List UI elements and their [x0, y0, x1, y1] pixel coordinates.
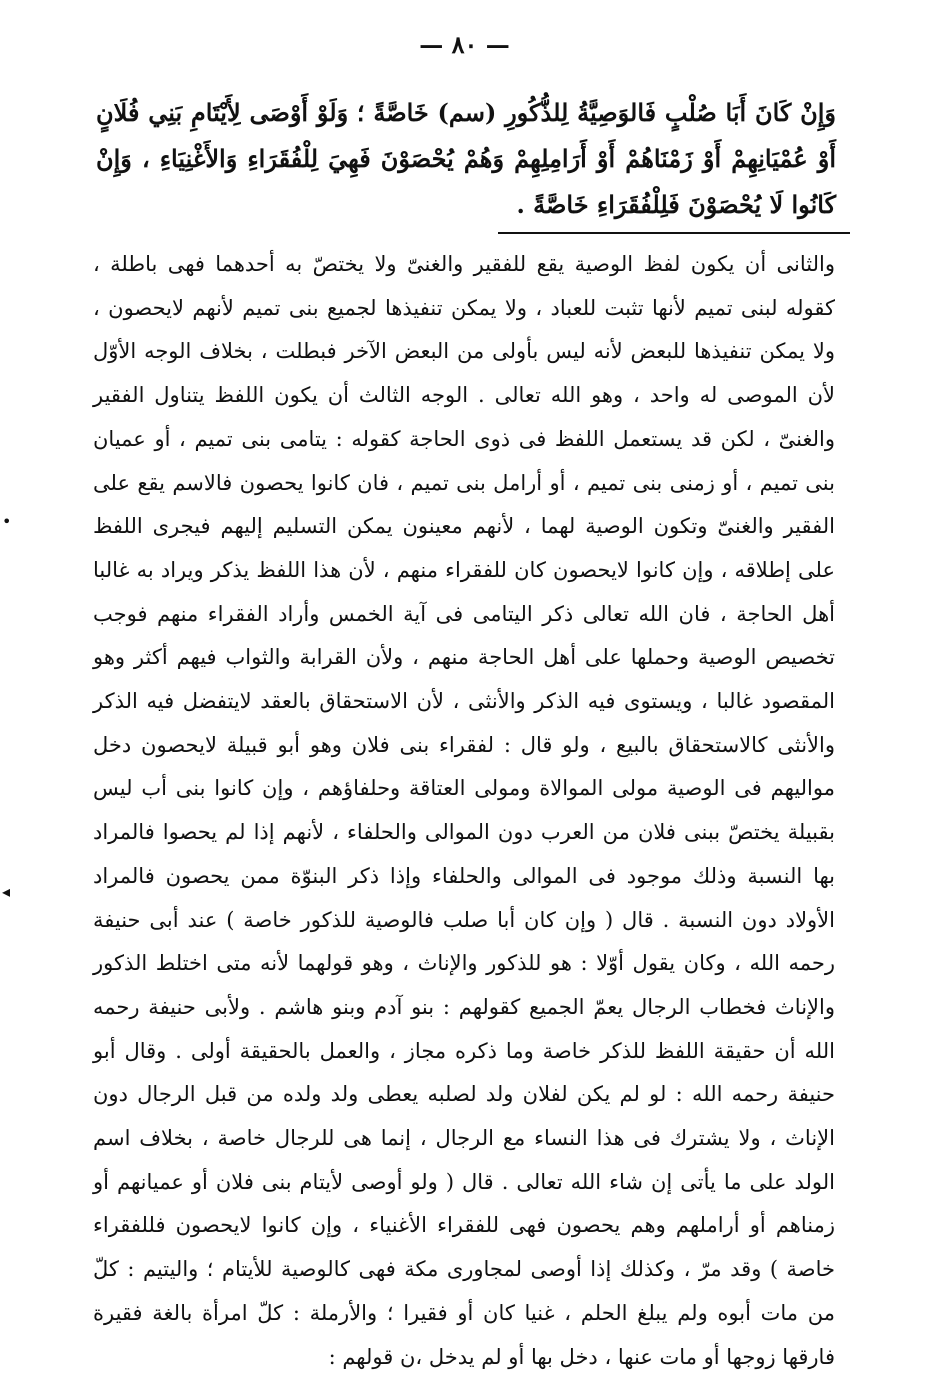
- margin-mark-icon: •: [2, 512, 12, 531]
- matn-text: وَإِنْ كَانَ أَبَا صُلْبٍ فَالوَصِيَّةُ لِلذُّكُورِ (سم) خَاصَّةً ؛ وَلَوْ أَوْصَى لِأَيْتَامِ بَنِي فُلَانٍ أَوْ عُمْيَانِهِمْ أَوْ زَمْنَاهُمْ أَوْ أَرَامِلِهِمْ وَهُمْ يُحْصَوْنَ فَهِيَ لِلْفُقَرَاءِ وَالأَغْنِيَاءِ ، وَإِنْ كَانُوا لَا يُحْصَوْنَ فَلِلْفُقَرَاءِ خَاصَّةً .: [96, 98, 836, 219]
- separator-rule: [498, 232, 850, 234]
- commentary-paragraph: والثانى أن يكون لفظ الوصية يقع للفقير والغنىّ ولا يختصّ به أحدهما فهى باطلة ، كقوله لبنى تميم لأنها تثبت للعباد ، ولا يمكن تنفيذها لجميع بنى تميم لأنهم لايحصون ، ولا يمكن تنفيذها للبعض لأنه ليس بأولى من البعض الآخر فبطلت ، بخلاف الوجه الأوّل لأن الموصى له واحد ، وهو الله تعالى . الوجه الثالث أن يكون اللفظ يتناول الفقير والغنىّ ، لكن قد يستعمل اللفظ فى ذوى الحاجة كقوله : يتامى بنى تميم ، أو عميان بنى تميم ، أو زمنى بنى تميم ، أو أرامل بنى تميم ، فان كانوا يحصون فالاسم يقع على الفقير والغنىّ وتكون الوصية لهما ، لأنهم معينون يمكن التسليم إليهم فيجرى اللفظ على إطلاقه ، وإن كانوا لايحصون كان للفقراء منهم ، لأن هذا اللفظ يذكر ويراد به غالبا أهل الحاجة ، فان الله تعالى ذكر اليتامى فى آية الخمس وأراد الفقراء منهم فوجب تخصيص الوصية وحملها على أهل الحاجة منهم ، ولأن القرابة والثواب فيهم أكثر وهو المقصود غالبا ، ويستوى فيه الذكر والأنثى ، لأن الاستحقاق بالعقد لايتفضل فيه الذكر والأنثى كالاستحقاق بالبيع ، ولو قال : لفقراء بنى فلان وهو أبو قبيلة لايحصون دخل مواليهم فى الوصية مولى الموالاة ومولى العتاقة وحلفاؤهم ، وإن كانوا بنى أب ليس بقبيلة يختصّ ببنى فلان من العرب دون الموالى والحلفاء ، لأنهم إذا لم يحصوا فالمراد بها النسبة وذلك موجود فى الموالى والحلفاء وإذا ذكر البنوّة ممن يحصون فالمراد الأولاد دون النسبة . قال ( وإن كان أبا صلب فالوصية للذكور خاصة ) عند أبى حنيفة رحمه الله ، وكان يقول أوّلا : هو للذكور والإناث ، وهو قولهما لأنه متى اختلط الذكور والإناث فخطاب الرجال يعمّ الجميع كقولهم : بنو آدم وبنو هاشم . ولأبى حنيفة رحمه الله أن حقيقة اللفظ للذكر خاصة وما ذكره مجاز ، والعمل بالحقيقة أولى . وقال أبو حنيفة رحمه الله : لو لم يكن لفلان ولد لصلبه يعطى ولد ولده من قبل الرجال دون الإناث ، ولا يشترك فى هذا النساء مع الرجال ، إنما هى للرجال خاصة ، بخلاف اسم الولد على ما يأتى إن شاء الله تعالى . قال ( ولو أوصى لأيتام بنى فلان أو عميانهم أو زمناهم أو أراملهم وهم يحصون فهى للفقراء الأغنياء ، وإن كانوا لايحصون فللفقراء خاصة ) وقد مرّ ، وكذلك إذا أوصى لمجاورى مكة فهى كالوصية للأيتام ؛ واليتيم : كلّ من مات أبوه ولم يبلغ الحلم ، غنيا كان أو فقيرا ؛ والأرملة : كلّ امرأة بالغة فقيرة فارقها زوجها أو مات عنها ، دخل بها أو لم يدخل ،ن قولهم :: [93, 252, 835, 1369]
- page-number: — ٨٠ —: [419, 30, 510, 59]
- commentary-text: [93, 243, 835, 1379]
- margin-mark-icon: ◂: [2, 882, 11, 901]
